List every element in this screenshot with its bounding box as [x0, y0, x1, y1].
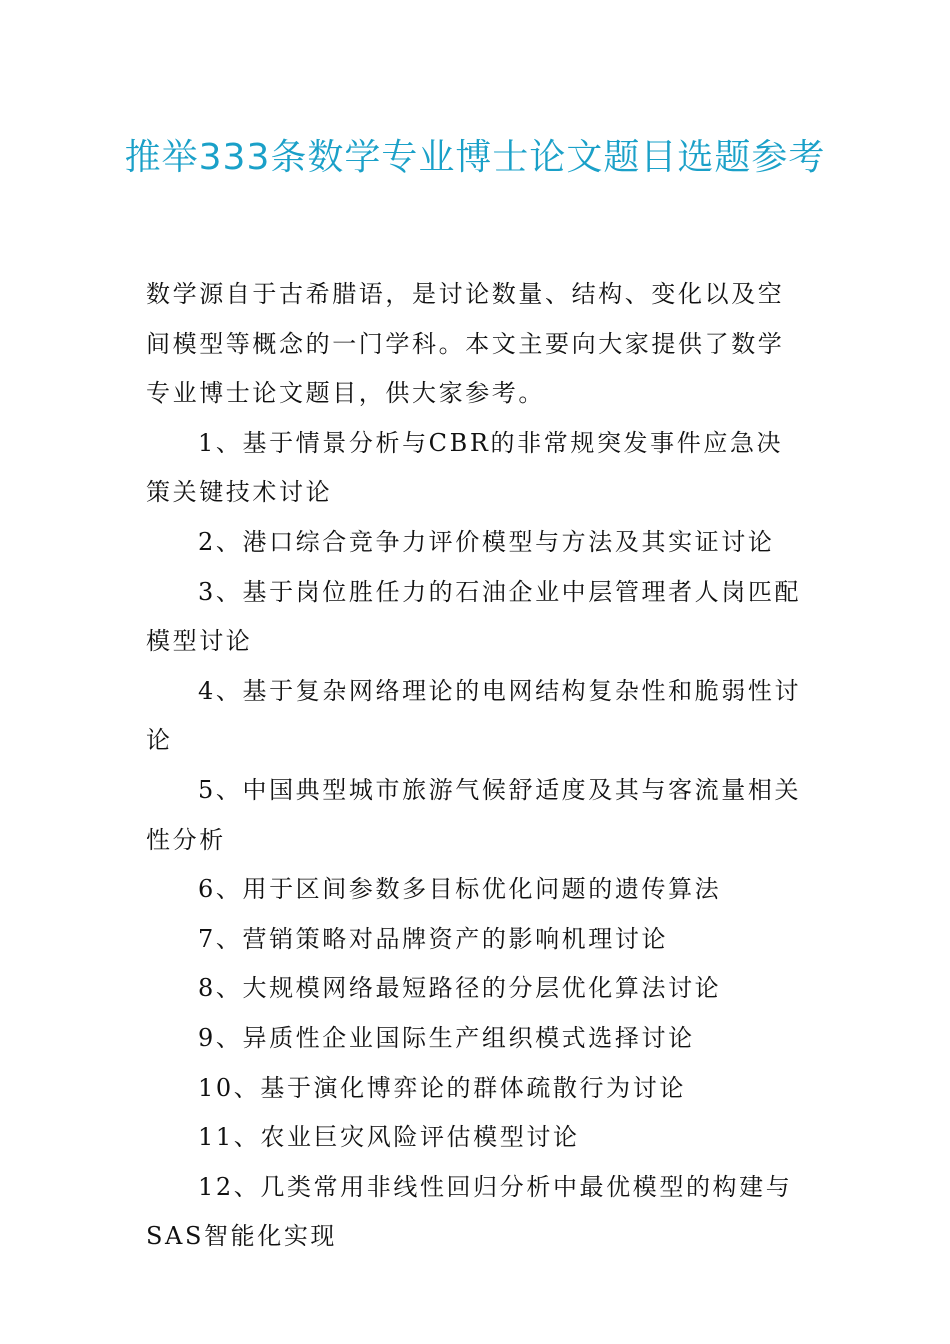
document-title: 推举333条数学专业博士论文题目选题参考: [124, 137, 826, 178]
list-item: 11、农业巨灾风险评估模型讨论: [198, 1123, 580, 1152]
list-item: 12、几类常用非线性回归分析中最优模型的构建与SAS智能化实现: [146, 1172, 793, 1251]
list-item: 8、大规模网络最短路径的分层优化算法讨论: [198, 974, 722, 1003]
list-item: 4、基于复杂网络理论的电网结构复杂性和脆弱性讨论: [146, 676, 802, 755]
list-item: 3、基于岗位胜任力的石油企业中层管理者人岗匹配模型讨论: [146, 577, 802, 656]
intro-paragraph: 数学源自于古希腊语，是讨论数量、结构、变化以及空间模型等概念的一门学科。本文主要向大家提供了数学专业博士论文题目，供大家参考。: [146, 280, 785, 408]
document-body: [146, 270, 806, 1262]
list-item: 6、用于区间参数多目标优化问题的遗传算法: [198, 875, 722, 904]
list-item: 5、中国典型城市旅游气候舒适度及其与客流量相关性分析: [146, 775, 802, 854]
list-item: 9、异质性企业国际生产组织模式选择讨论: [198, 1023, 695, 1052]
list-item: 10、基于演化博弈论的群体疏散行为讨论: [198, 1073, 686, 1102]
list-item: 1、基于情景分析与CBR的非常规突发事件应急决策关键技术讨论: [146, 428, 784, 507]
list-item: 7、营销策略对品牌资产的影响机理讨论: [198, 924, 669, 953]
list-item: 2、港口综合竞争力评价模型与方法及其实证讨论: [198, 527, 775, 556]
